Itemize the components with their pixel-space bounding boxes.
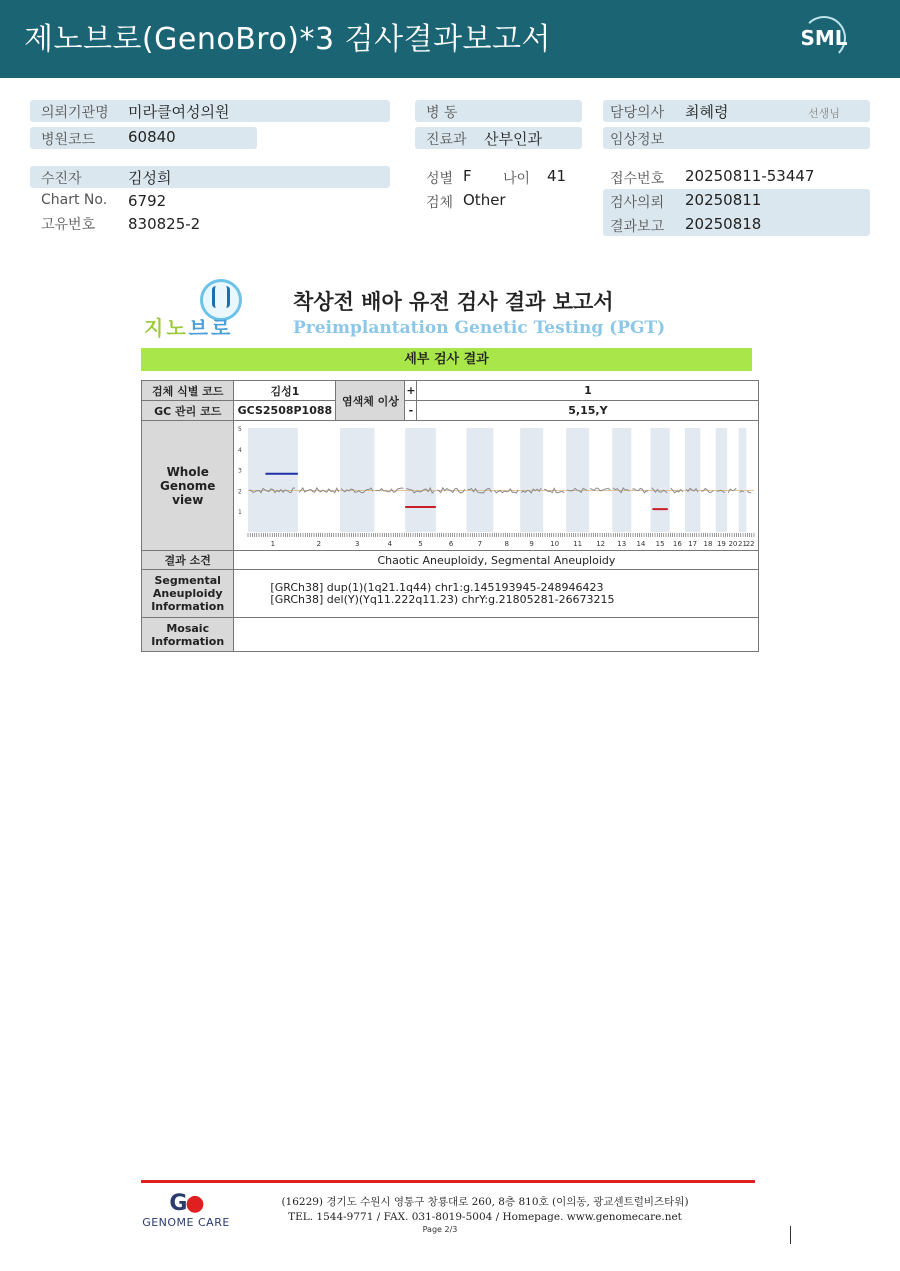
footer-address: (16229) 경기도 수원시 영통구 창룡대로 260, 8층 810호 (이의동, 광교센트럴비즈타워) bbox=[281, 1196, 689, 1208]
segmental-label: Segmental Aneuploidy Information bbox=[142, 570, 234, 618]
chromosome-label: 1 bbox=[271, 539, 276, 548]
chromosome-label: 2 bbox=[317, 539, 322, 548]
chromosome-label: 16 bbox=[673, 539, 683, 548]
chromosome-label: 18 bbox=[703, 539, 713, 548]
y-tick-label: 4 bbox=[238, 446, 243, 454]
whole-genome-chart bbox=[234, 422, 758, 550]
doctor-value: 최혜령 bbox=[685, 103, 729, 121]
gain-value: 1 bbox=[417, 381, 759, 401]
chromosome-label: 21 bbox=[738, 539, 748, 548]
genome-care-logo bbox=[140, 1191, 232, 1229]
sex-label: 성별 bbox=[426, 171, 454, 187]
chromosome-label: 13 bbox=[617, 539, 627, 548]
chromosome-band bbox=[651, 428, 670, 532]
footer-address-block bbox=[250, 1195, 720, 1225]
patient-label: 수진자 bbox=[41, 171, 82, 187]
result-table bbox=[141, 380, 759, 652]
segmental-info bbox=[234, 570, 759, 618]
chromosome-label: 11 bbox=[573, 539, 583, 548]
hospital-value: 미라클여성의원 bbox=[128, 103, 230, 121]
chromosome-label: 6 bbox=[449, 539, 454, 548]
hospital-code-value: 60840 bbox=[128, 128, 176, 146]
age-label: 나이 bbox=[503, 171, 531, 187]
chromosome-label: 17 bbox=[688, 539, 698, 548]
sml-logo bbox=[800, 14, 848, 62]
chromosome-band bbox=[716, 428, 728, 532]
patient-pill bbox=[30, 166, 390, 188]
chromosome-label: 9 bbox=[529, 539, 535, 548]
chromosome-label: 3 bbox=[355, 539, 360, 548]
ward-label: 병 동 bbox=[426, 105, 458, 121]
chromosome-label: 7 bbox=[478, 539, 483, 548]
patient-value: 김성희 bbox=[128, 169, 172, 187]
chromosome-label: 15 bbox=[656, 539, 665, 548]
footer-contact: TEL. 1544-9771 / FAX. 031-8019-5004 / Homepage. www.genomecare.net bbox=[288, 1211, 682, 1223]
sml-logo-text: SML bbox=[800, 26, 848, 50]
y-tick-label: 2 bbox=[238, 487, 243, 495]
segmental-line: [GRCh38] dup(1)(1q21.1q44) chr1:g.145193945-248946423 bbox=[270, 580, 604, 594]
table-row bbox=[142, 381, 759, 401]
table-row bbox=[142, 618, 759, 652]
doctor-label: 담당의사 bbox=[610, 105, 665, 121]
specimen-value: Other bbox=[463, 191, 506, 209]
genobro-logo-text bbox=[144, 312, 233, 341]
abnormality-label: 염색체 이상 bbox=[336, 381, 405, 421]
report-subtitle: Preimplantation Genetic Testing (PGT) bbox=[293, 318, 666, 338]
report-date-value: 20250818 bbox=[685, 215, 762, 233]
doctor-suffix: 선생님 bbox=[808, 107, 840, 120]
chromosome-label: 22 bbox=[746, 539, 756, 548]
chromosome-band bbox=[340, 428, 375, 532]
receipt-label: 접수번호 bbox=[610, 171, 665, 187]
finding-label: 결과 소견 bbox=[142, 551, 234, 570]
chromosome-label: 10 bbox=[550, 539, 560, 548]
table-row bbox=[142, 551, 759, 570]
whole-genome-label: Whole Genome view bbox=[142, 421, 234, 551]
receipt-value: 20250811-53447 bbox=[685, 167, 815, 185]
specimen-label: 검체 bbox=[426, 195, 454, 211]
logo-text-part-1: 지노 bbox=[144, 316, 189, 340]
id-label: 고유번호 bbox=[41, 217, 96, 233]
whole-genome-chart-container bbox=[234, 422, 758, 550]
loss-value: 5,15,Y bbox=[417, 401, 759, 421]
mosaic-value bbox=[234, 618, 759, 652]
mosaic-label: Mosaic Information bbox=[142, 618, 234, 652]
chromosome-label: 14 bbox=[636, 539, 646, 548]
hospital-label: 의뢰기관명 bbox=[41, 105, 109, 121]
request-label: 검사의뢰 bbox=[610, 195, 665, 211]
request-value: 20250811 bbox=[685, 191, 762, 209]
gc-code-value: GCS2508P1088 bbox=[234, 401, 336, 421]
finding-value: Chaotic Aneuploidy, Segmental Aneuploidy bbox=[234, 551, 759, 570]
chromosome-label: 19 bbox=[717, 539, 727, 548]
logo-text-part-2: 브로 bbox=[188, 316, 234, 340]
chromosome-label: 20 bbox=[728, 539, 738, 548]
whole-genome-cell bbox=[234, 421, 759, 551]
chart-value: 6792 bbox=[128, 192, 167, 210]
age-value: 41 bbox=[547, 167, 567, 185]
dna-icon bbox=[212, 286, 230, 308]
copy-number-line bbox=[748, 491, 752, 493]
id-value: 830825-2 bbox=[128, 215, 201, 233]
y-tick-label: 3 bbox=[238, 467, 243, 475]
chart-label: Chart No. bbox=[41, 192, 108, 208]
report-title: 착상전 배아 유전 검사 결과 보고서 bbox=[293, 290, 614, 314]
chromosome-label: 12 bbox=[596, 539, 606, 548]
clinical-label: 임상정보 bbox=[610, 132, 665, 148]
table-row bbox=[142, 421, 759, 551]
section-title: 세부 검사 결과 bbox=[141, 348, 752, 371]
genome-care-logo-text: GENOME CARE bbox=[142, 1216, 230, 1229]
chromosome-band bbox=[406, 428, 437, 532]
chromosome-band bbox=[521, 428, 544, 532]
page-marker bbox=[790, 1226, 791, 1244]
chromosome-band bbox=[613, 428, 632, 532]
y-tick-label: 5 bbox=[238, 425, 243, 433]
hospital-code-label: 병원코드 bbox=[41, 132, 96, 148]
genome-care-logo-mark: G bbox=[169, 1191, 186, 1216]
sex-value: F bbox=[463, 167, 472, 185]
chromosome-band bbox=[685, 428, 700, 532]
chromosome-band bbox=[567, 428, 590, 532]
sample-code-value: 김성1 bbox=[234, 381, 336, 401]
report-header-title: 제노브로(GenoBro)*3 검사결과보고서 bbox=[24, 22, 551, 57]
chromosome-label: 8 bbox=[504, 539, 510, 548]
table-row bbox=[142, 570, 759, 618]
sample-code-label: 검체 식별 코드 bbox=[142, 381, 234, 401]
chromosome-band bbox=[467, 428, 494, 532]
chromosome-band bbox=[248, 428, 298, 532]
segmental-line: [GRCh38] del(Y)(Yq11.222q11.23) chrY:g.21805281-26673215 bbox=[270, 592, 615, 606]
genome-care-logo-icon: G● bbox=[169, 1191, 203, 1216]
report-header bbox=[0, 0, 900, 78]
page-number: Page 2/3 bbox=[422, 1225, 458, 1234]
gc-code-label: GC 관리 코드 bbox=[142, 401, 234, 421]
chromosome-label: 4 bbox=[388, 539, 393, 548]
chromosome-band bbox=[739, 428, 747, 532]
copy-number-line bbox=[495, 488, 519, 492]
y-tick-label: 1 bbox=[238, 508, 243, 516]
report-date-label: 결과보고 bbox=[610, 219, 665, 235]
dept-value: 산부인과 bbox=[484, 130, 542, 148]
gain-sign: + bbox=[405, 381, 417, 401]
table-row bbox=[142, 401, 759, 421]
chromosome-label: 5 bbox=[418, 539, 424, 548]
footer-divider bbox=[141, 1180, 755, 1183]
loss-sign: - bbox=[405, 401, 417, 421]
dept-label: 진료과 bbox=[426, 132, 467, 148]
